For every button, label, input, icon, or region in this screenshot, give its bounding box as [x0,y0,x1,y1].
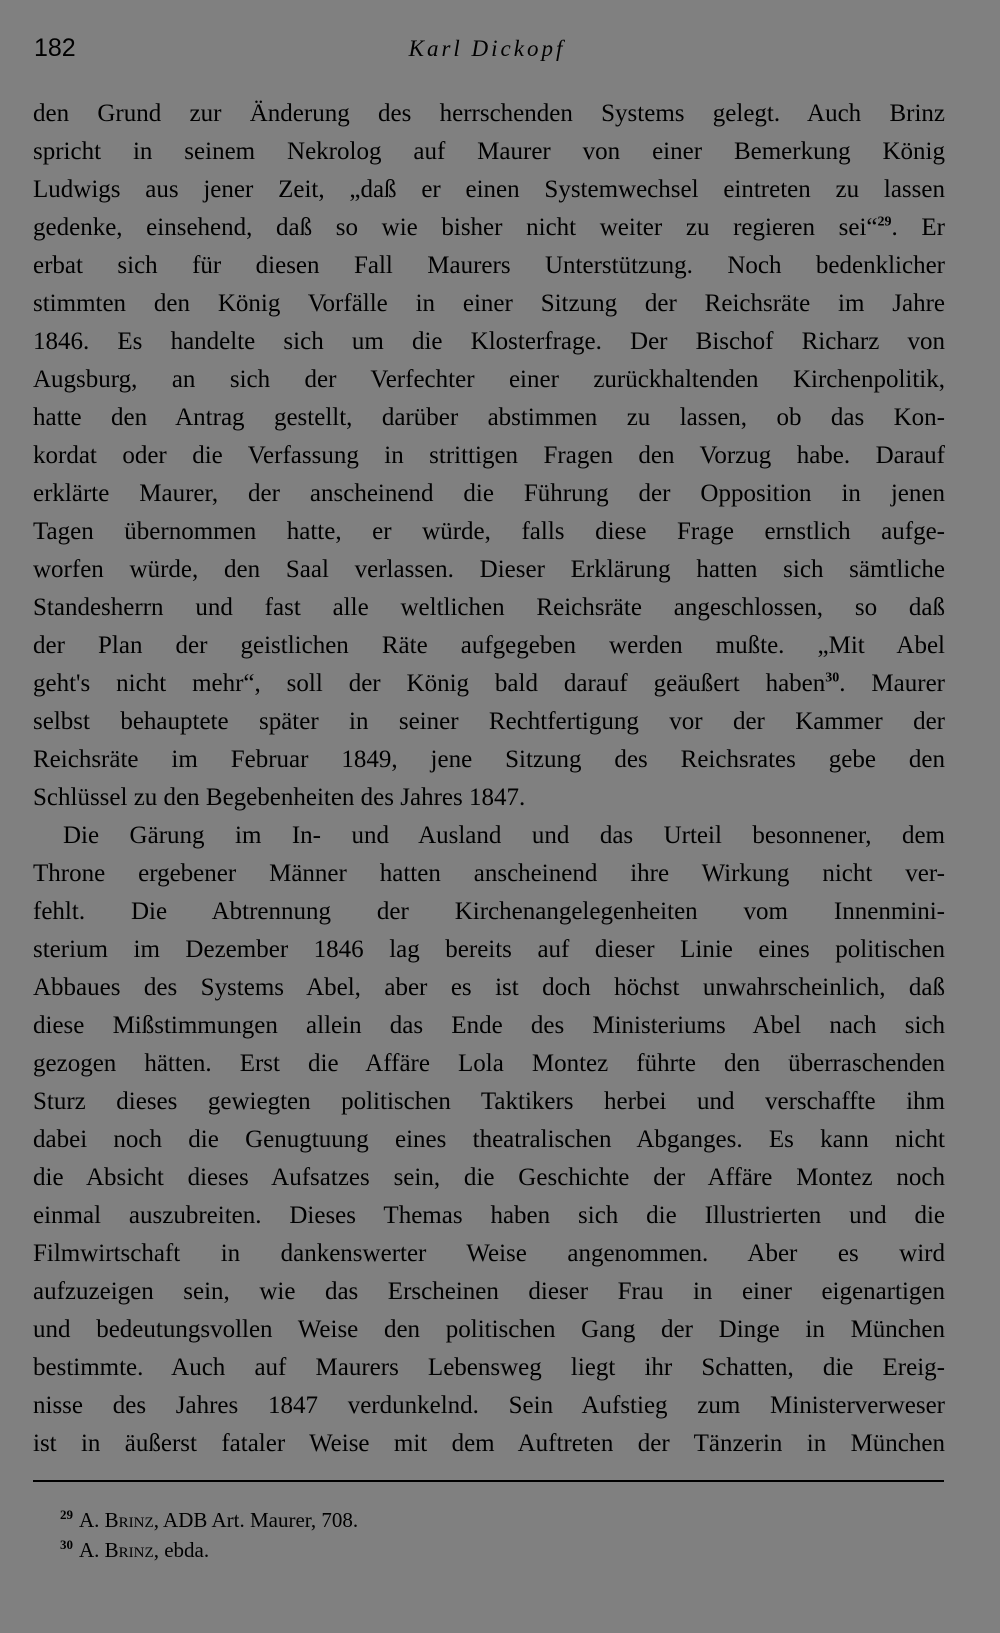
footnotes [60,1505,940,1565]
text-line: Filmwirtschaft in dankenswerter Weise angenommen. Aber es wird [33,1240,945,1267]
text-line: kordat oder die Verfassung in strittigen Fragen den Vorzug habe. Darauf [33,442,945,469]
text-line: Sturz dieses gewiegten politischen Taktikers herbei und verschaffte ihm [33,1088,945,1115]
footnote-text: , ebda. [153,1538,210,1562]
text-line: Schlüssel zu den Begebenheiten des Jahres 1847. [33,784,526,811]
text-line: Abbaues des Systems Abel, aber es ist doch höchst unwahrscheinlich, daß [33,974,945,1001]
text-line: gezogen hätten. Erst die Affäre Lola Montez führte den überraschenden [33,1050,945,1077]
body-text [33,95,945,1463]
text-line: und bedeutungsvollen Weise den politischen Gang der Dinge in München [33,1316,945,1343]
text-line: erklärte Maurer, der anscheinend die Führung der Opposition in jenen [33,480,945,507]
text-line: erbat sich für diesen Fall Maurers Unterstützung. Noch bedenklicher [33,252,945,279]
text-line: den Grund zur Änderung des herrschenden Systems gelegt. Auch Brinz [33,100,945,127]
text-line: Augsburg, an sich der Verfechter einer zurückhaltenden Kirchenpolitik, [33,366,945,393]
footnote-author: Brinz [104,1538,154,1562]
text-line: ist in äußerst fataler Weise mit dem Auftreten der Tänzerin in München [33,1430,945,1457]
text-line-segment: . Er [891,214,945,241]
text-line: der Plan der geistlichen Räte aufgegeben werden mußte. „Mit Abel [33,632,945,659]
text-line: nisse des Jahres 1847 verdunkelnd. Sein Aufstieg zum Ministerverweser [33,1392,945,1419]
text-line: diese Mißstimmungen allein das Ende des Ministeriums Abel nach sich [33,1012,945,1039]
text-line: Die Gärung im In- und Ausland und das Urteil besonnener, dem [63,822,945,849]
text-line-segment: geht's nicht mehr“, soll der König bald darauf geäußert haben [33,670,826,697]
footnote-mark: 30 [60,1537,73,1552]
page-header [34,34,940,74]
text-line: bestimmte. Auch auf Maurers Lebensweg liegt ihr Schatten, die Ereig- [33,1354,945,1381]
text-line-segment: gedenke, einsehend, daß so wie bisher nicht weiter zu regieren sei“ [33,214,878,241]
footnote-divider [33,1480,944,1482]
text-line: aufzuzeigen sein, wie das Erscheinen dieser Frau in einer eigenartigen [33,1278,945,1305]
text-line: stimmten den König Vorfälle in einer Sitzung der Reichsräte im Jahre [33,290,945,317]
text-line: worfen würde, den Saal verlassen. Dieser Erklärung hatten sich sämtliche [33,556,945,583]
text-line: fehlt. Die Abtrennung der Kirchenangelegenheiten vom Innenmini- [33,898,945,925]
text-line [33,209,945,247]
text-line: selbst behauptete später in seiner Rechtfertigung vor der Kammer der [33,708,945,735]
text-line [33,665,945,703]
footnote-mark: 29 [60,1507,73,1522]
paragraph-2 [33,817,945,1463]
footnote-30 [60,1535,940,1565]
footnote-29 [60,1505,940,1535]
paragraph-1 [33,95,945,817]
footnote-author: Brinz [104,1508,154,1532]
footnote-author-initial: A. [79,1508,100,1532]
footnote-ref-29: 29 [877,214,892,230]
text-line: Tagen übernommen hatte, er würde, falls diese Frage ernstlich aufge- [33,518,945,545]
text-line: sterium im Dezember 1846 lag bereits auf dieser Linie eines politischen [33,936,945,963]
text-line: Ludwigs aus jener Zeit, „daß er einen Systemwechsel eintreten zu lassen [33,176,945,203]
text-line: Standesherrn und fast alle weltlichen Reichsräte angeschlossen, so daß [33,594,945,621]
text-line: spricht in seinem Nekrolog auf Maurer von einer Bemerkung König [33,138,945,165]
page-number: 182 [34,34,76,62]
footnote-ref-30: 30 [825,670,840,686]
text-line: einmal auszubreiten. Dieses Themas haben sich die Illustrierten und die [33,1202,945,1229]
footnote-text: , ADB Art. Maurer, 708. [153,1508,359,1532]
text-line: Reichsräte im Februar 1849, jene Sitzung des Reichsrates gebe den [33,746,945,773]
text-line: dabei noch die Genugtuung eines theatralischen Abganges. Es kann nicht [33,1126,945,1153]
text-line: Throne ergebener Männer hatten anscheinend ihre Wirkung nicht ver- [33,860,945,887]
text-line: hatte den Antrag gestellt, darüber abstimmen zu lassen, ob das Kon- [33,404,945,431]
running-head: Karl Dickopf [408,36,566,61]
text-line-segment: . Maurer [839,670,946,697]
text-line: die Absicht dieses Aufsatzes sein, die Geschichte der Affäre Montez noch [33,1164,945,1191]
text-line: 1846. Es handelte sich um die Klosterfrage. Der Bischof Richarz von [33,328,945,355]
footnote-author-initial: A. [79,1538,100,1562]
